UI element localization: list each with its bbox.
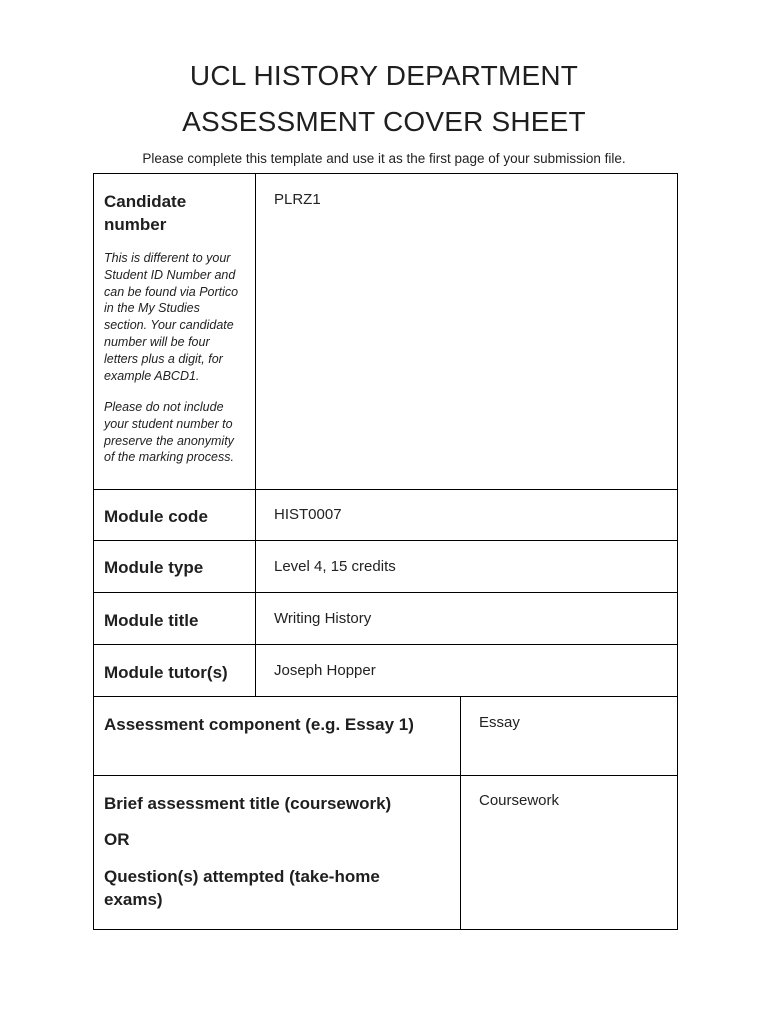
- anonymity-note: Please do not include your student number to preserve the anonymity of the marking process.: [104, 400, 234, 465]
- row-divider: [94, 644, 677, 645]
- column-divider: [460, 696, 461, 930]
- assessment-title-value: Coursework: [479, 792, 560, 809]
- instruction-text: Please complete this template and use it as the first page of your submission file.: [142, 151, 626, 166]
- row-divider: [94, 489, 677, 490]
- column-divider: [255, 174, 256, 696]
- candidate-number-label: Candidate number: [104, 192, 187, 234]
- or-label: OR: [104, 830, 130, 849]
- module-tutor-value: Joseph Hopper: [274, 662, 376, 679]
- module-type-value: Level 4, 15 credits: [274, 558, 396, 575]
- row-divider: [94, 540, 677, 541]
- module-type-label: Module type: [104, 558, 204, 577]
- module-code-label: Module code: [104, 507, 208, 526]
- questions-attempted-label: Question(s) attempted (take-home exams): [104, 867, 380, 909]
- document-title-line-2: ASSESSMENT COVER SHEET: [182, 106, 586, 137]
- module-title-value: Writing History: [274, 610, 372, 627]
- module-code-value: HIST0007: [274, 506, 342, 523]
- candidate-number-note: This is different to your Student ID Number and can be found via Portico in the My Studies section. Your candidate number will be four letters plus a digit, for example ABCD1.: [104, 251, 239, 383]
- module-tutor-label: Module tutor(s): [104, 663, 228, 682]
- row-divider: [94, 775, 677, 776]
- module-title-label: Module title: [104, 611, 199, 630]
- row-divider: [94, 592, 677, 593]
- assessment-title-label: Brief assessment title (coursework): [104, 794, 392, 813]
- row-divider: [94, 696, 677, 697]
- cover-sheet-table: [93, 173, 678, 930]
- document-title-line-1: UCL HISTORY DEPARTMENT: [189, 60, 579, 91]
- assessment-component-label: Assessment component (e.g. Essay 1): [104, 715, 414, 734]
- candidate-number-value: PLRZ1: [274, 191, 321, 208]
- assessment-component-value: Essay: [479, 714, 520, 731]
